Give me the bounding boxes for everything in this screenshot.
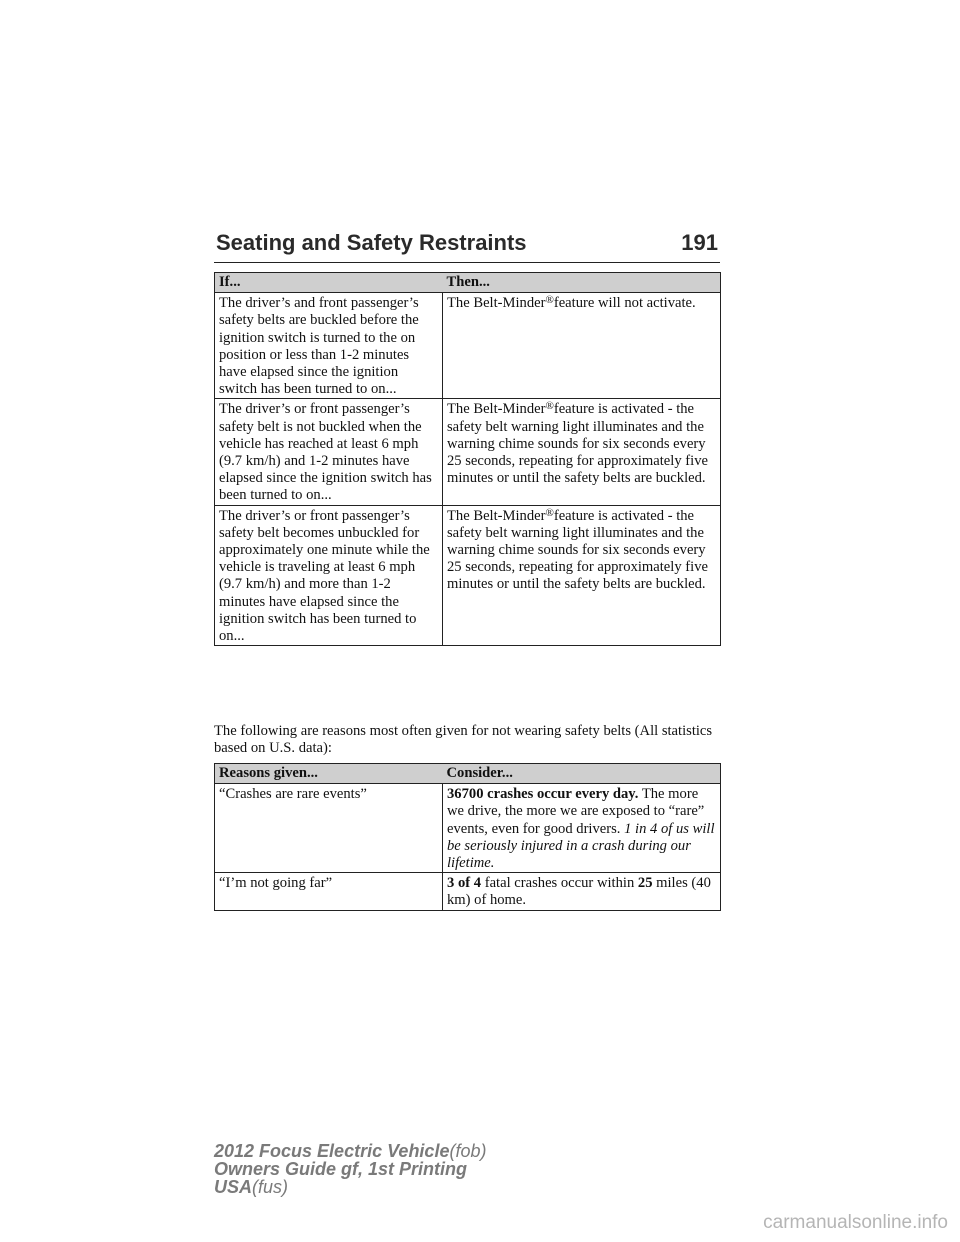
document-footer bbox=[214, 1142, 486, 1196]
reason-cell: “Crashes are rare events” bbox=[215, 784, 443, 873]
result-text: feature is activated - the safety belt warning light illuminates and the warning chime sounds for six seconds every 25 seconds, repeating for approximately five minutes or until the safety belts are buckled. bbox=[447, 401, 708, 487]
page-header bbox=[214, 228, 720, 263]
belt-minder-table bbox=[214, 272, 721, 646]
table-row bbox=[215, 873, 721, 910]
section-title: Seating and Safety Restraints bbox=[216, 230, 527, 255]
result-lead: The Belt-Minder bbox=[447, 295, 546, 312]
table-row bbox=[215, 293, 721, 399]
column-header-reasons: Reasons given... bbox=[215, 764, 443, 784]
column-header-then: Then... bbox=[443, 273, 721, 293]
reason-cell: “I’m not going far” bbox=[215, 873, 443, 910]
footer-line bbox=[214, 1160, 486, 1178]
consider-cell bbox=[443, 873, 721, 910]
reasons-table bbox=[214, 763, 721, 911]
italic-fact: 1 in 4 of us will be seriously injured in a crash during our lifetime. bbox=[447, 820, 715, 872]
result-text: feature will not activate. bbox=[553, 295, 696, 312]
table-row bbox=[215, 399, 721, 505]
result-cell bbox=[443, 399, 721, 505]
page-number: 191 bbox=[681, 230, 718, 255]
column-header-if: If... bbox=[215, 273, 443, 293]
bold-fact: 3 of 4 bbox=[447, 875, 482, 892]
result-lead: The Belt-Minder bbox=[447, 401, 546, 418]
column-header-consider: Consider... bbox=[443, 764, 721, 784]
footer-vehicle: 2012 Focus Electric Vehicle bbox=[214, 1141, 450, 1161]
bold-fact: 36700 crashes occur every day. bbox=[447, 786, 639, 803]
result-lead: The Belt-Minder bbox=[447, 507, 546, 524]
result-cell bbox=[443, 293, 721, 399]
condition-cell: The driver’s and front passenger’s safety belts are buckled before the ignition switch is turned to the on position or less than 1-2 minutes have elapsed since the ignition switch has been turned to on... bbox=[215, 293, 443, 399]
bold-number: 25 bbox=[637, 875, 653, 892]
table-row bbox=[215, 784, 721, 873]
table-header-row bbox=[215, 764, 721, 784]
result-text: feature is activated - the safety belt warning light illuminates and the warning chime sounds for six seconds every 25 seconds, repeating for approximately five minutes or until the safety belts are buckled. bbox=[447, 507, 708, 593]
footer-market: USA bbox=[214, 1177, 253, 1197]
result-cell bbox=[443, 505, 721, 646]
footer-market-code: (fus) bbox=[252, 1177, 289, 1197]
condition-cell: The driver’s or front passenger’s safety belt is not buckled when the vehicle has reached at least 6 mph (9.7 km/h) and 1-2 minutes have elapsed since the ignition switch has been turned to on... bbox=[215, 399, 443, 505]
registered-mark: ® bbox=[545, 400, 554, 413]
footer-line bbox=[214, 1142, 486, 1160]
footer-code: (fob) bbox=[449, 1141, 487, 1161]
registered-mark: ® bbox=[545, 506, 554, 519]
table-row bbox=[215, 505, 721, 646]
fact-text-tail: miles (40 km) of home. bbox=[447, 875, 711, 909]
condition-cell: The driver’s or front passenger’s safety belt becomes unbuckled for approximately one minute while the vehicle is traveling at least 6 mph (9.7 km/h) and more than 1-2 minutes have elapsed since the ignition switch has been turned to on... bbox=[215, 505, 443, 646]
footer-line bbox=[214, 1178, 486, 1196]
site-watermark: carmanualsonline.info bbox=[763, 1212, 948, 1233]
fact-text: fatal crashes occur within bbox=[484, 875, 635, 892]
registered-mark: ® bbox=[545, 294, 554, 307]
intro-paragraph: The following are reasons most often given for not wearing safety belts (All statistics based on U.S. data): bbox=[214, 723, 713, 757]
fact-text: The more we drive, the more we are exposed to “rare” events, even for good drivers. bbox=[447, 786, 705, 837]
footer-guide: Owners Guide gf, 1st Printing bbox=[214, 1159, 468, 1179]
table-header-row bbox=[215, 273, 721, 293]
consider-cell bbox=[443, 784, 721, 873]
